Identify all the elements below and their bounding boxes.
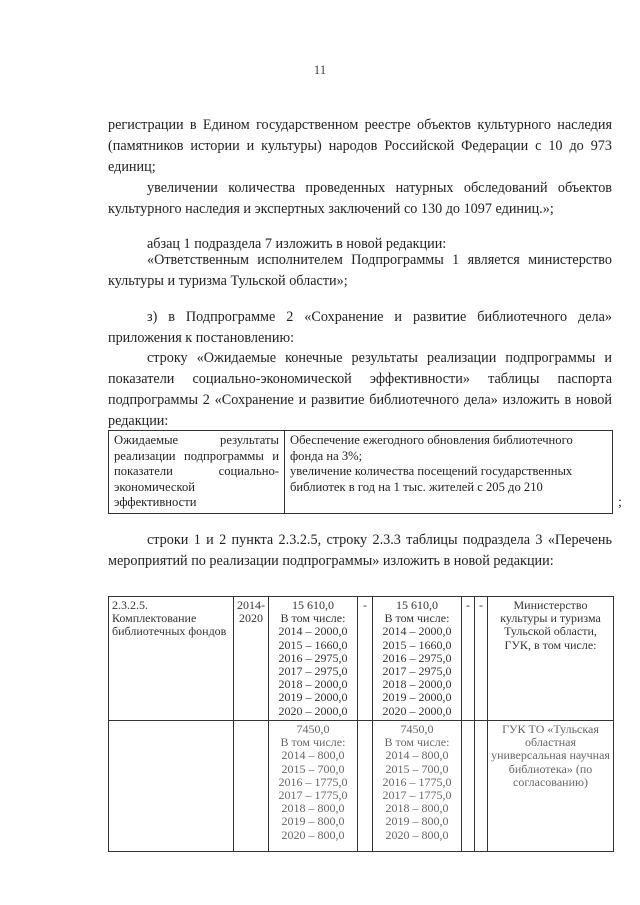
passport-value-line1: Обеспечение ежегодного обновления библиотечного фонда на 3%; <box>290 433 573 463</box>
passport-label-cell: Ожидаемые результаты реализации подпрограммы и показатели социально-экономической эффективности <box>109 431 285 514</box>
table-row <box>109 597 614 721</box>
year-value: 2020 – 2000,0 <box>382 703 452 718</box>
measure-name-cell <box>109 597 234 721</box>
year-value: 2015 – 1660,0 <box>382 637 452 652</box>
measure-dash-cell <box>475 721 488 852</box>
year-value: 2015 – 700,0 <box>281 761 345 776</box>
measure-period <box>234 721 269 852</box>
year-value: 2018 – 800,0 <box>281 801 345 816</box>
year-value: 2016 – 1775,0 <box>278 774 348 789</box>
year-value: 2014 – 2000,0 <box>382 624 452 639</box>
year-value: 2019 – 800,0 <box>385 814 449 829</box>
year-value: 2014 – 800,0 <box>281 748 345 763</box>
paragraph-measures: строки 1 и 2 пункта 2.3.2.5, строку 2.3.3 таблицы подраздела 3 «Перечень мероприятий по реализации подпрограммы» изложить в новой редакции: <box>108 532 612 569</box>
measure-name: Комплектование библиотечных фондов <box>112 611 227 639</box>
measure-subtitle: В том числе: <box>384 735 450 750</box>
measure-total2: 7450,0 <box>400 722 434 736</box>
measure-total: 15 610,0 <box>292 598 334 612</box>
paragraph-responsible: «Ответственным исполнителем Подпрограммы 1 является министерство культуры и туризма Тульской области»; <box>108 252 612 289</box>
table-row <box>109 721 614 852</box>
year-value: 2018 – 2000,0 <box>382 677 452 692</box>
paragraph-registration: регистрации в Едином государственном реестре объектов культурного наследия (памятников истории и культуры) народов Российской Федерации с 10 до 973 единиц; <box>108 117 612 175</box>
passport-semicolon: ; <box>618 495 622 510</box>
measure-period: 2014-2020 <box>234 597 269 721</box>
year-value: 2015 – 700,0 <box>385 761 449 776</box>
paragraph-surveys: увеличении количества проведенных натурных обследований объектов культурного наследия и экспертных заключений со 130 до 1097 единиц.»; <box>108 180 612 217</box>
year-value: 2020 – 2000,0 <box>278 703 348 718</box>
measure-dash-cell: - <box>475 597 488 721</box>
year-value: 2017 – 2975,0 <box>382 664 452 679</box>
year-value: 2020 – 800,0 <box>385 827 449 842</box>
measure-subtitle: В том числе: <box>384 611 450 626</box>
measure-total: 7450,0 <box>296 722 330 736</box>
year-value: 2018 – 800,0 <box>385 801 449 816</box>
year-value: 2016 – 1775,0 <box>382 774 452 789</box>
measure-code: 2.3.2.5. <box>112 598 148 612</box>
passport-value-cell <box>285 431 613 514</box>
measure-subtitle: В том числе: <box>280 735 346 750</box>
measure-total2-cell <box>373 597 462 721</box>
measure-total-cell <box>269 597 358 721</box>
measure-total2: 15 610,0 <box>396 598 438 612</box>
measure-executor: Министерство культуры и туризма Тульской области, ГУК, в том числе: <box>488 597 614 721</box>
year-value: 2014 – 2000,0 <box>278 624 348 639</box>
page-number: 11 <box>313 62 327 77</box>
year-value: 2016 – 2975,0 <box>382 650 452 665</box>
measure-dash-cell <box>462 721 475 852</box>
paragraph-row-results: строку «Ожидаемые конечные результаты реализации подпрограммы и показатели социально-экономической эффективности» таблицы паспорта подпрограммы 2 «Сохранение и развитие библиотечного дела» изложить в новой редакции: <box>108 350 612 429</box>
paragraph-subsection7: абзац 1 подраздела 7 изложить в новой редакции: <box>147 236 447 252</box>
measures-table <box>108 596 614 852</box>
measure-executor: ГУК ТО «Тульская областная универсальная научная библиотека» (по согласованию) <box>488 721 614 852</box>
year-value: 2018 – 2000,0 <box>278 677 348 692</box>
year-value: 2016 – 2975,0 <box>278 650 348 665</box>
measure-total-cell <box>269 721 358 852</box>
passport-table <box>108 430 613 514</box>
passport-value-line2: увеличение количества посещений государственных библиотек в год на 1 тыс. жителей с 205 до 210 <box>290 464 573 494</box>
measure-dash-cell: - <box>358 597 373 721</box>
measure-total2-cell <box>373 721 462 852</box>
year-value: 2019 – 2000,0 <box>278 690 348 705</box>
year-value: 2019 – 800,0 <box>281 814 345 829</box>
measure-subtitle: В том числе: <box>280 611 346 626</box>
measure-dash-cell: - <box>462 597 475 721</box>
year-value: 2017 – 1775,0 <box>278 788 348 803</box>
measure-name-cell <box>109 721 234 852</box>
year-value: 2014 – 800,0 <box>385 748 449 763</box>
paragraph-subprogram2: з) в Подпрограмме 2 «Сохранение и развитие библиотечного дела» приложения к постановлению: <box>108 309 612 346</box>
year-value: 2015 – 1660,0 <box>278 637 348 652</box>
year-value: 2020 – 800,0 <box>281 827 345 842</box>
year-value: 2019 – 2000,0 <box>382 690 452 705</box>
year-value: 2017 – 1775,0 <box>382 788 452 803</box>
measure-dash-cell <box>358 721 373 852</box>
year-value: 2017 – 2975,0 <box>278 664 348 679</box>
